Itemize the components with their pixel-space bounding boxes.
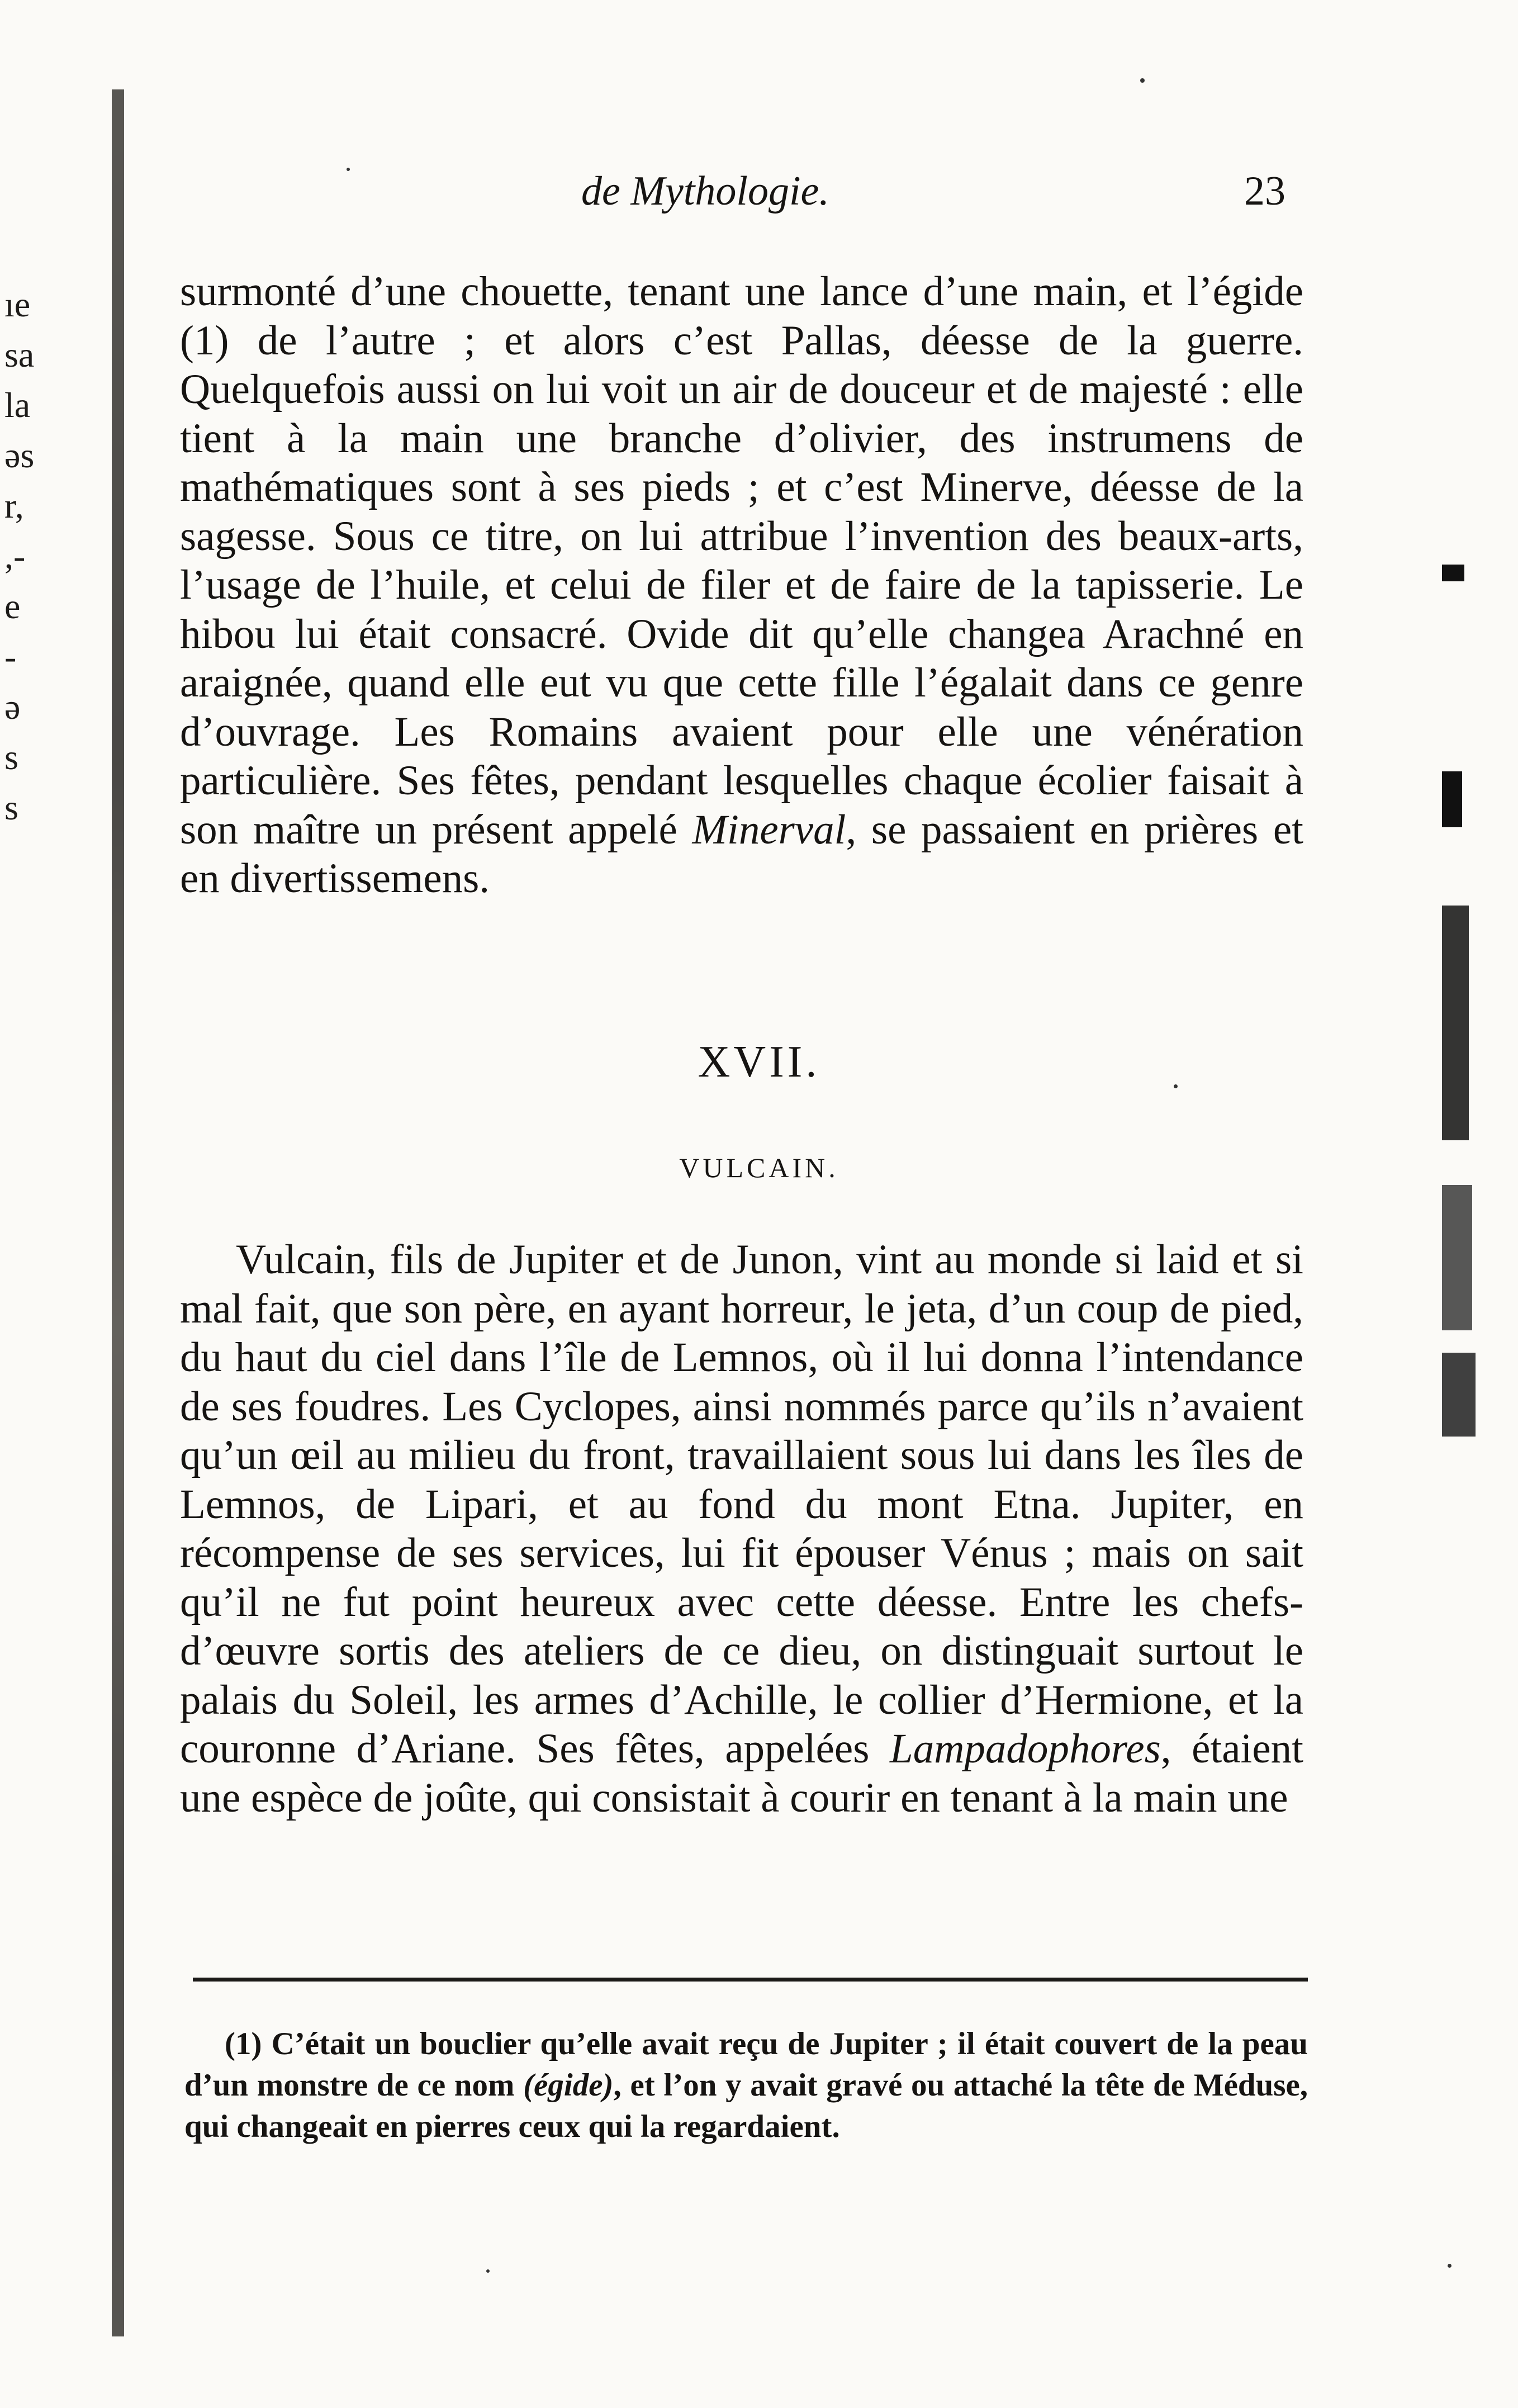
paragraph-vulcain: Vulcain, fils de Jupiter et de Junon, vint au monde si laid et si mal fait, que son père, en ayant horreur, le jeta, d’un coup de pied, du haut du ciel dans l’île de Lemnos, où il lui donna l’intendance de ses foudres. Les Cyclopes, ainsi nommés parce qu’ils n’avaient qu’un œil au milieu du front, travaillaient sous lui dans les îles de Lemnos, de Lipari, et au fond du mont Etna. Jupiter, en récompense de ses services, lui fit épouser Vénus ; mais on sait qu’il ne fut point heureux avec cette déesse. Entre les chefs-d’œuvre sortis des ateliers de ce dieu, on distinguait surtout le palais du Soleil, les armes d’Achille, le collier d’Hermione, et la couronne d’Ariane. Ses fêtes, appelées Lampadophores, étaient une espèce de joûte, qui consistait à courir en tenant à la main une: [180, 1236, 1303, 1821]
bleed-line: r,: [4, 486, 24, 525]
bleed-line: ə: [4, 687, 21, 727]
adjacent-page-bleed: [4, 279, 72, 833]
bleed-line: s: [4, 788, 18, 827]
bleed-line: -: [4, 637, 17, 676]
section-number: XVII.: [698, 1037, 820, 1087]
right-edge-mark: [1442, 565, 1464, 581]
scan-speck: [1174, 1084, 1178, 1088]
page-header: [559, 168, 1319, 229]
bleed-line: s: [4, 737, 18, 777]
body-text-top: [180, 267, 1303, 903]
scan-speck: [347, 168, 350, 171]
scan-speck: [1140, 78, 1145, 83]
bleed-line: e: [4, 586, 21, 626]
scan-speck: [1448, 2264, 1451, 2268]
right-edge-mark: [1442, 1185, 1472, 1330]
italic-term: Lampadophores: [890, 1726, 1161, 1772]
footnote-marker: (1): [225, 2026, 262, 2061]
footnote-rule: [193, 1978, 1308, 1982]
right-edge-mark: [1442, 771, 1462, 827]
bleed-line: sa: [4, 335, 35, 375]
bleed-line: la: [4, 385, 31, 425]
bleed-line: ıe: [4, 285, 31, 324]
bleed-line: ,-: [4, 536, 26, 576]
section-title: VULCAIN.: [679, 1152, 839, 1183]
footnote-text: (1) C’était un bouclier qu’elle avait reçu de Jupiter ; il était couvert de la peau d’un monstre de ce nom (égide), et l’on y avait gravé ou attaché la tête de Méduse, qui changeait en pierres ceux qui la regardaient.: [184, 2026, 1308, 2144]
paragraph-pallas-minerve: surmonté d’une chouette, tenant une lance d’une main, et l’égide (1) de l’autre ; et alors c’est Pallas, déesse de la guerre. Quelquefois aussi on lui voit un air de douceur et de majesté : elle tient à la main une branche d’olivier, des instrumens de mathématiques sont à ses pieds ; et c’est Minerve, déesse de la sagesse. Sous ce titre, on lui attribue l’invention des beaux-arts, l’usage de l’huile, et celui de filer et de faire de la tapisserie. Le hibou lui était consacré. Ovide dit qu’elle changea Arachné en araignée, quand elle eut vu que cette fille l’égalait dans ce genre d’ouvrage. Les Romains avaient pour elle une vénération particulière. Ses fêtes, pendant lesquelles chaque écolier faisait à son maître un présent appelé Minerval, se passaient en prières et en divertissemens.: [180, 268, 1304, 902]
page-number: 23: [1244, 168, 1285, 214]
right-edge-mark: [1442, 906, 1469, 1140]
running-title: de Mythologie.: [581, 168, 829, 214]
right-edge-mark: [1442, 1353, 1476, 1437]
bleed-line: əs: [4, 435, 35, 475]
footnote: [184, 2023, 1308, 2148]
body-text-vulcain: [180, 1235, 1303, 1822]
binding-gutter: [112, 89, 124, 2336]
scan-speck: [486, 2269, 490, 2273]
italic-term: Minerval: [692, 806, 846, 853]
